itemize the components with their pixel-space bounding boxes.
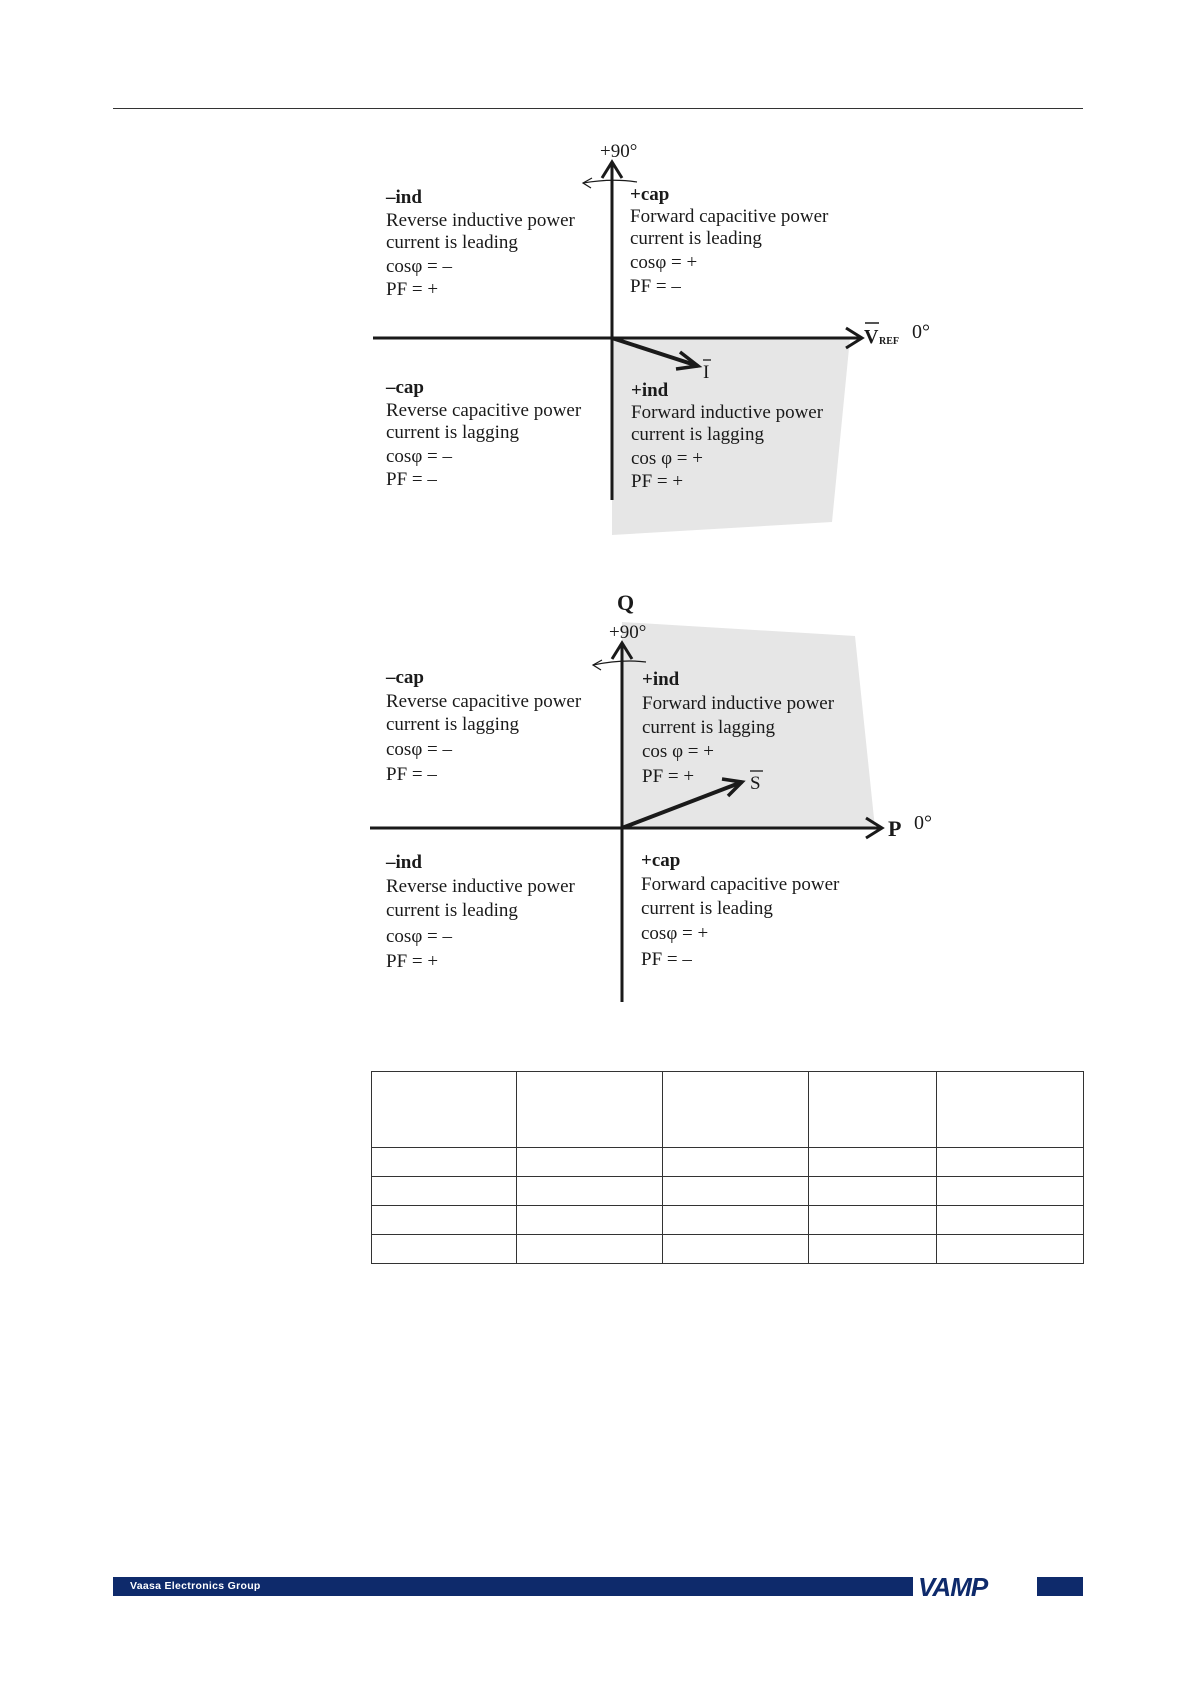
zero-label: 0° <box>914 812 932 834</box>
ref-label: V <box>864 326 879 348</box>
table-cell <box>809 1177 937 1206</box>
quadrant-line2: current is leading <box>641 898 773 919</box>
table-cell <box>663 1206 809 1235</box>
quadrant-title: –ind <box>386 187 422 208</box>
quadrant-line2: current is leading <box>386 232 518 253</box>
quadrant-line1: Reverse inductive power <box>386 210 575 231</box>
quadrant-line2: current is lagging <box>631 424 764 445</box>
table-cell <box>517 1206 663 1235</box>
quadrant-line2: current is lagging <box>386 422 519 443</box>
table-cell <box>937 1072 1084 1148</box>
axis-top-label: +90° <box>609 622 647 643</box>
table-row <box>372 1177 1084 1206</box>
quadrant-line2: current is leading <box>386 900 518 921</box>
table-cell <box>937 1206 1084 1235</box>
quadrant-lower-right <box>641 850 840 970</box>
ref-subscript: REF <box>879 336 899 347</box>
quadrant-line1: Forward inductive power <box>642 693 835 714</box>
quadrant-title: –ind <box>386 852 422 873</box>
quadrant-upper-left <box>385 667 582 785</box>
p-label: P <box>888 816 902 841</box>
quadrant-pf: PF = + <box>642 766 695 787</box>
table-cell <box>517 1072 663 1148</box>
quadrant-line2: current is lagging <box>642 717 775 738</box>
table-cell <box>517 1177 663 1206</box>
table-cell <box>372 1148 517 1177</box>
table-cell <box>809 1235 937 1264</box>
quadrant-title: +ind <box>631 380 669 401</box>
quadrant-cos: cosφ = – <box>386 926 453 947</box>
table-cell <box>809 1072 937 1148</box>
quadrant-cos: cosφ = – <box>386 256 453 277</box>
zero-label: 0° <box>912 321 930 343</box>
quadrant-cos: cosφ = + <box>630 252 698 273</box>
quadrant-title: –cap <box>386 377 424 398</box>
quadrant-title: +ind <box>642 669 680 690</box>
footer-block <box>1037 1577 1083 1596</box>
table-cell <box>809 1148 937 1177</box>
q-label: Q <box>617 590 635 615</box>
quadrant-cos: cos φ = + <box>642 741 714 762</box>
table-cell <box>517 1148 663 1177</box>
table-cell <box>937 1148 1084 1177</box>
vector-label: S <box>750 773 761 794</box>
quadrant-line1: Forward capacitive power <box>630 206 829 227</box>
quadrant-cos: cos φ = + <box>631 448 703 469</box>
table-cell <box>663 1177 809 1206</box>
quadrant-pf: PF = – <box>386 764 437 785</box>
vamp-logo: VAMP <box>918 1572 988 1602</box>
table-cell <box>372 1177 517 1206</box>
quadrant-pf: PF = + <box>631 471 684 492</box>
quadrant-line1: Forward inductive power <box>631 402 824 423</box>
table-cell <box>372 1072 517 1148</box>
table-cell <box>372 1206 517 1235</box>
quadrant-pf: PF = – <box>641 949 692 970</box>
quadrant-pf: PF = + <box>386 279 439 300</box>
table-cell <box>937 1177 1084 1206</box>
quadrant-cos: cosφ = + <box>641 923 709 944</box>
quadrant-pf: PF = + <box>386 951 439 972</box>
quadrant-line1: Reverse capacitive power <box>386 691 582 712</box>
table-cell <box>809 1206 937 1235</box>
table-header-row <box>372 1072 1084 1148</box>
table-row <box>372 1206 1084 1235</box>
table-cell <box>517 1235 663 1264</box>
table-cell <box>663 1148 809 1177</box>
quadrant-line1: Reverse capacitive power <box>386 400 582 421</box>
quadrant-line2: current is lagging <box>386 714 519 735</box>
quadrant-line1: Forward capacitive power <box>641 874 840 895</box>
quadrant-title: +cap <box>641 850 681 871</box>
table-cell <box>937 1235 1084 1264</box>
quadrant-pf: PF = – <box>630 276 681 297</box>
quadrant-line2: current is leading <box>630 228 762 249</box>
table-row <box>372 1235 1084 1264</box>
table-cell <box>372 1235 517 1264</box>
quadrant-cos: cosφ = – <box>386 739 453 760</box>
table-cell <box>663 1235 809 1264</box>
quadrant-lower-left <box>385 852 576 972</box>
footer-company: Vaasa Electronics Group <box>130 1580 261 1592</box>
quadrant-title: +cap <box>630 184 670 205</box>
axis-top-label: +90° <box>600 141 638 162</box>
quadrant-title: –cap <box>386 667 424 688</box>
vector-label: I <box>703 362 710 383</box>
table-cell <box>663 1072 809 1148</box>
quadrant-line1: Reverse inductive power <box>386 876 575 897</box>
quadrant-pf: PF = – <box>386 469 437 490</box>
quadrant-cos: cosφ = – <box>386 446 453 467</box>
blank-table <box>371 1071 1084 1264</box>
table-row <box>372 1148 1084 1177</box>
